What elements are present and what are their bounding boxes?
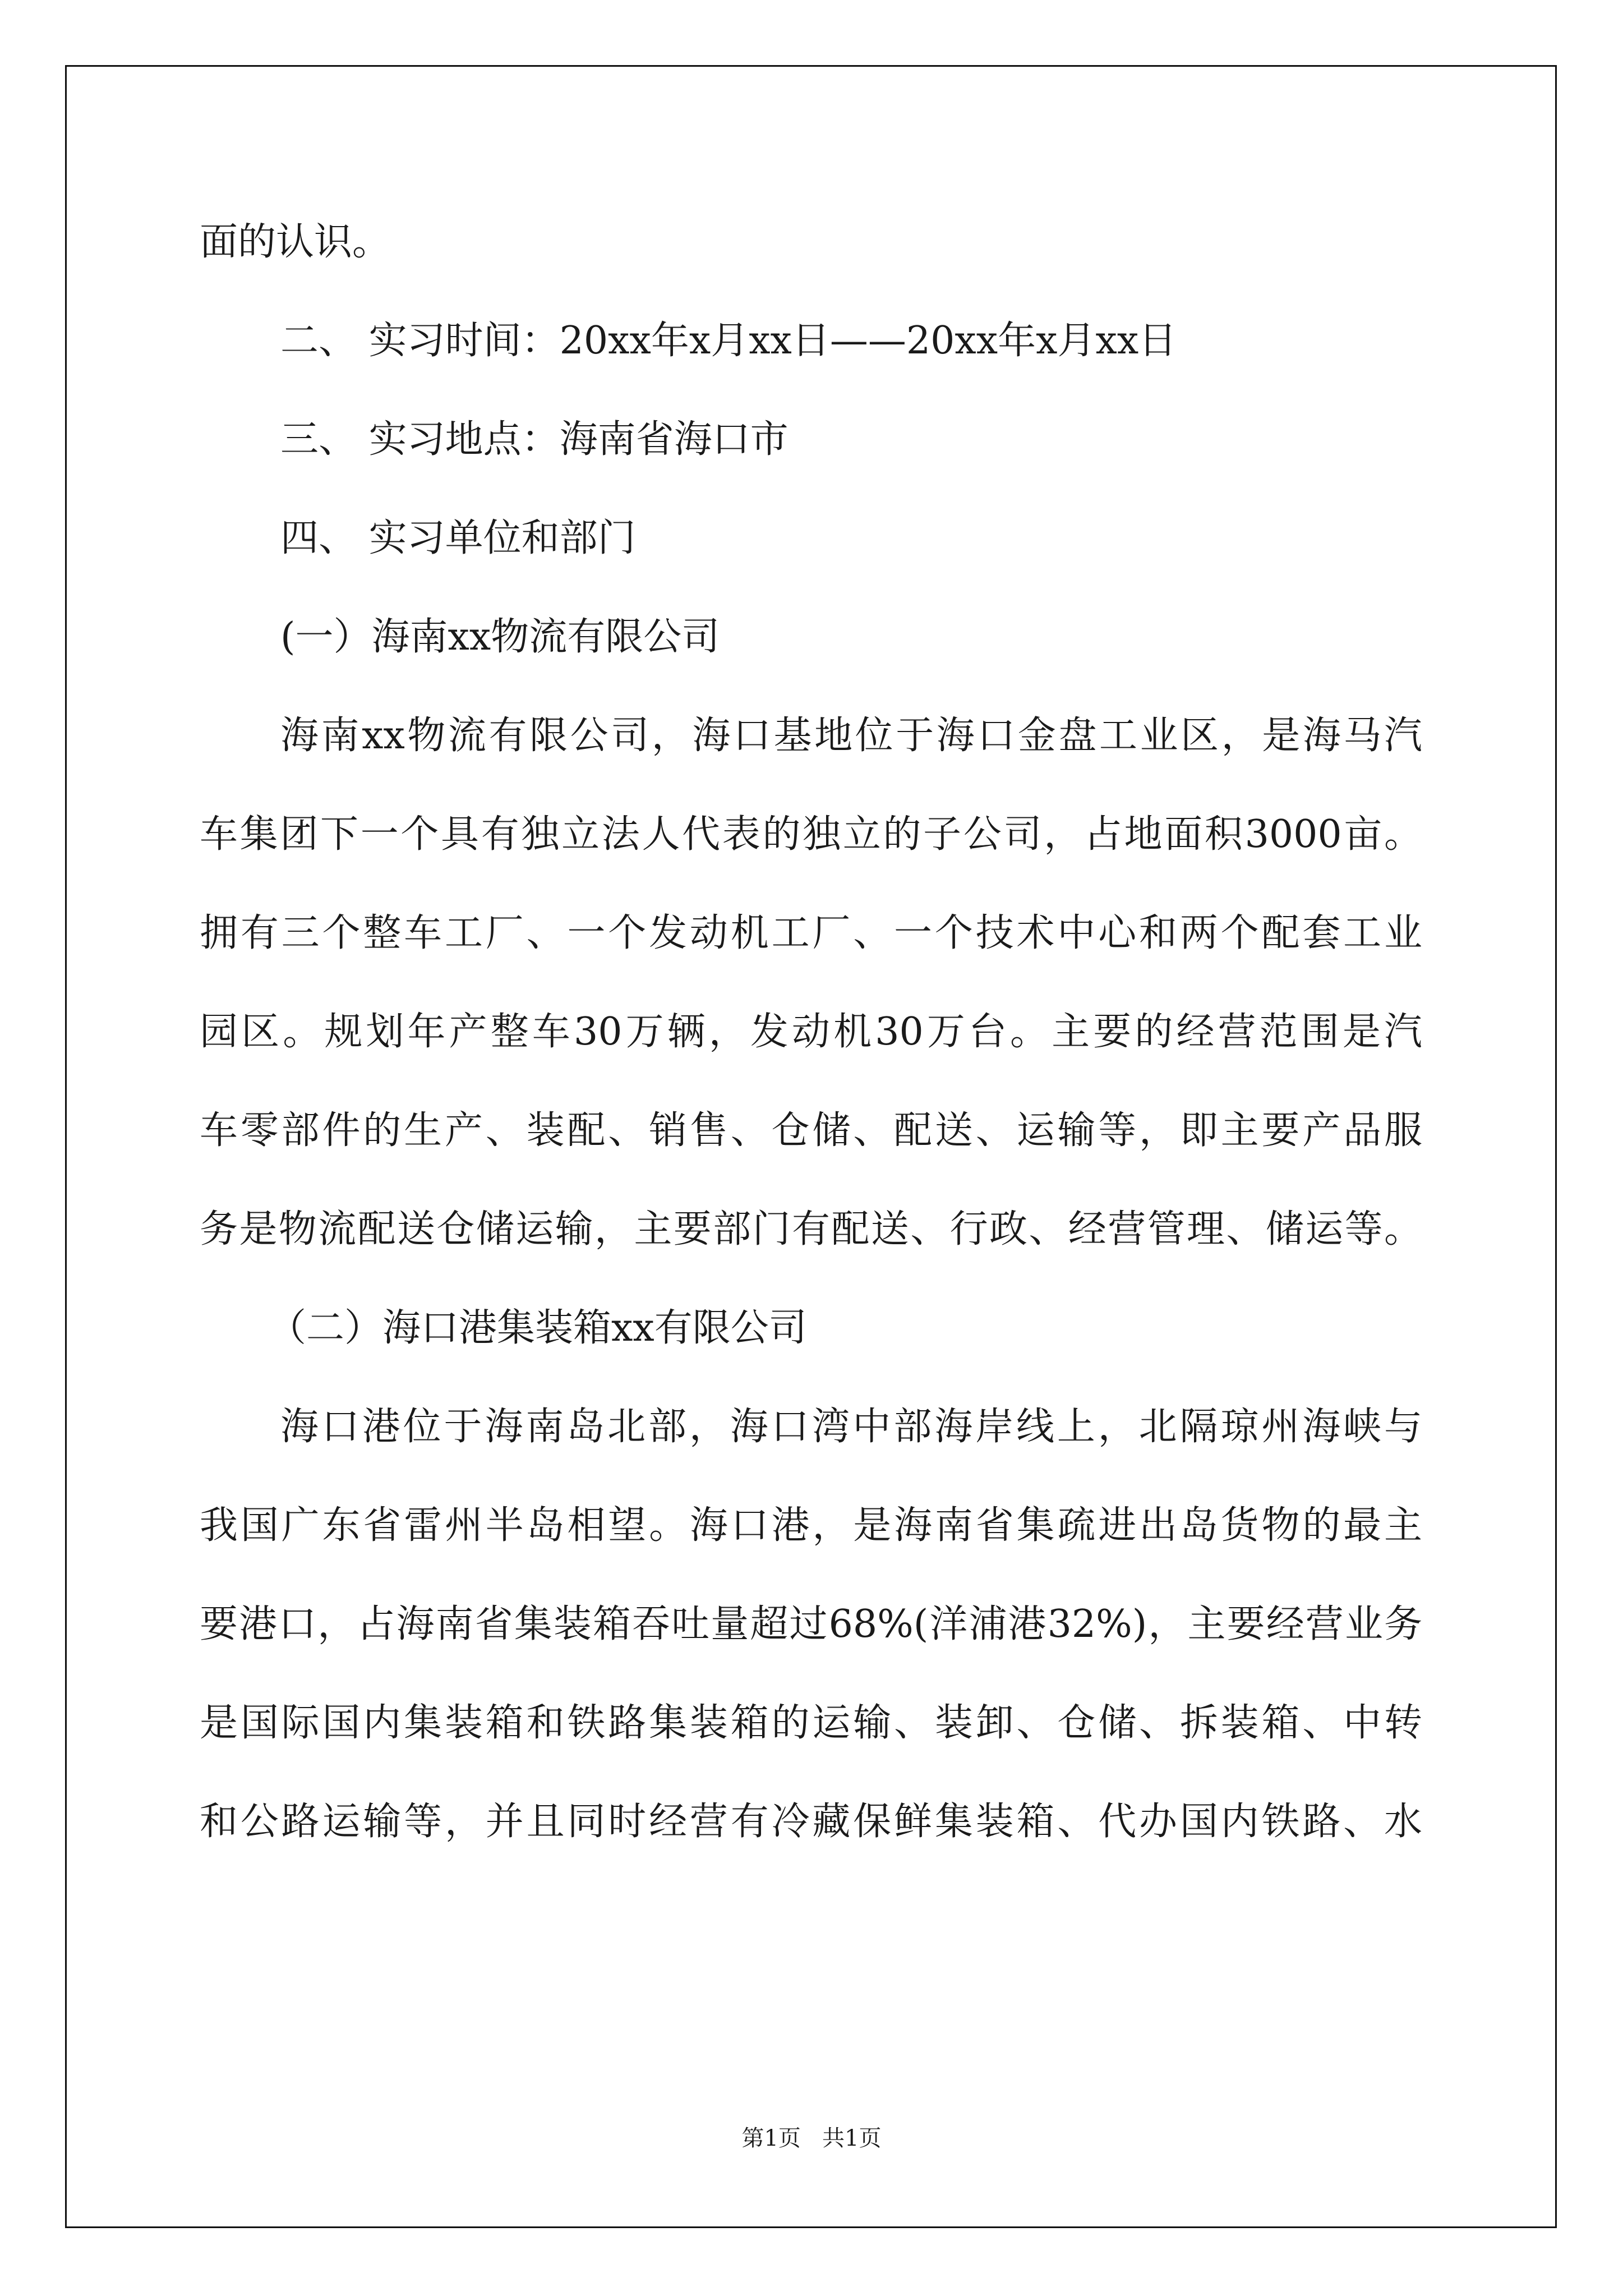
paragraph-two-line-2: 我国广东省雷州半岛相望。海口港，是海南省集疏进出岛货物的最主	[200, 1503, 1422, 1548]
paragraph-one-line-2: 车集团下一个具有独立法人代表的独立的子公司，占地面积3000亩。	[200, 812, 1422, 857]
paragraph-two-line-5: 和公路运输等，并且同时经营有冷藏保鲜集装箱、代办国内铁路、水	[200, 1800, 1422, 1844]
section-four-line: 四、 实习单位和部门	[280, 516, 636, 560]
subsection-one-heading: (一）海南xx物流有限公司	[280, 615, 720, 659]
section-two-line: 二、 实习时间：20xx年x月xx日——20xx年x月xx日	[280, 319, 1177, 363]
paragraph-two-line-4: 是国际国内集装箱和铁路集装箱的运输、装卸、仓储、拆装箱、中转	[200, 1701, 1422, 1745]
paragraph-one-line-6: 务是物流配送仓储运输，主要部门有配送、行政、经营管理、储运等。	[200, 1207, 1422, 1251]
paragraph-two-line-3: 要港口，占海南省集装箱吞吐量超过68%(洋浦港32%)，主要经营业务	[200, 1602, 1422, 1646]
paragraph-one-line-4: 园区。规划年产整车30万辆，发动机30万台。主要的经营范围是汽	[200, 1010, 1422, 1054]
paragraph-one-line-3: 拥有三个整车工厂、一个发动机工厂、一个技术中心和两个配套工业	[200, 911, 1422, 955]
text-line-1: 面的认识。	[200, 220, 391, 264]
section-three-line: 三、 实习地点：海南省海口市	[280, 417, 789, 462]
paragraph-one-line-1: 海南xx物流有限公司，海口基地位于海口金盘工业区，是海马汽	[280, 714, 1422, 758]
page-footer: 第1页 共1页	[741, 2125, 882, 2151]
subsection-two-heading: （二）海口港集装箱xx有限公司	[268, 1306, 807, 1350]
paragraph-one-line-5: 车零部件的生产、装配、销售、仓储、配送、运输等，即主要产品服	[200, 1108, 1422, 1153]
paragraph-two-line-1: 海口港位于海南岛北部，海口湾中部海岸线上，北隔琼州海峡与	[280, 1405, 1422, 1449]
